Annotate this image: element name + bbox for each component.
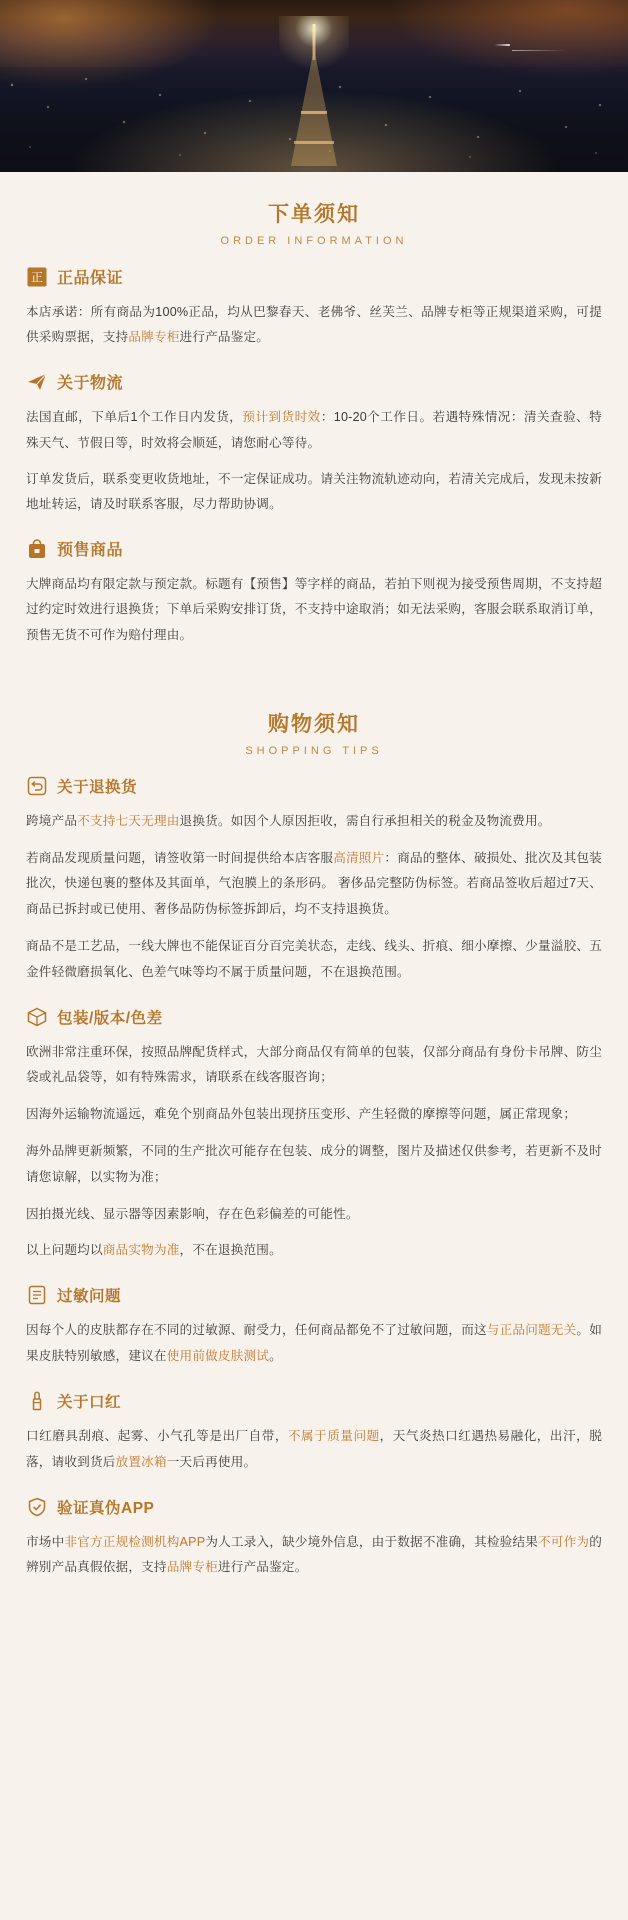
- block-heading: 关于物流: [57, 375, 124, 393]
- section-title-en: ORDER INFORMATION: [220, 235, 408, 247]
- section-title-cn: 购物须知: [268, 712, 360, 736]
- block-heading-row: [26, 1284, 602, 1306]
- block-heading: 验证真伪APP: [57, 1499, 155, 1517]
- block-heading-row: [26, 537, 602, 560]
- block-presale: [26, 537, 602, 648]
- tower-base-deck: [294, 141, 334, 144]
- airplane-icon: [494, 44, 510, 46]
- block-heading: 包装/版本/色差: [57, 1009, 163, 1027]
- tower-spire: [313, 24, 316, 60]
- block-returns: [26, 775, 602, 986]
- order-information-body: [0, 265, 628, 682]
- paragraph: 法国直邮，下单后1个工作日内发货，预计到货时效：10-20个工作日。若遇特殊情况：清关查验、特殊天气、节假日等，时效将会顺延，请您耐心等待。: [26, 410, 603, 450]
- eiffel-tower-icon: [279, 16, 349, 166]
- block-verify-app: [26, 1496, 602, 1582]
- paragraph: 因海外运输物流遥远，难免个别商品外包装出现挤压变形、产生轻微的摩擦等问题，属正常现象；: [26, 1107, 577, 1122]
- return-box-icon: [26, 775, 48, 797]
- block-heading: 预售商品: [57, 542, 124, 560]
- block-heading-row: [26, 1496, 602, 1518]
- block-allergy: [26, 1284, 602, 1370]
- document-list-icon: [26, 1284, 48, 1306]
- paragraph: 商品不是工艺品，一线大牌也不能保证百分百完美状态，走线、线头、折痕、细小摩擦、少量溢胶、五金件轻微磨损氧化、色差气味等均不属于质量问题，不在退换范围。: [26, 938, 602, 979]
- block-heading-row: [26, 775, 602, 797]
- svg-text:正: 正: [30, 270, 44, 284]
- paragraph: 市场中非官方正规检测机构APP为人工录入，缺少境外信息，由于数据不准确，其检验结果不可作为的辨别产品真假依据，支持品牌专柜进行产品鉴定。: [26, 1534, 602, 1575]
- shield-check-icon: [26, 1496, 48, 1518]
- authenticity-badge-icon: [26, 266, 48, 288]
- block-heading-row: [26, 265, 602, 288]
- light-streak: [512, 50, 566, 51]
- section-title-order-information: [0, 172, 628, 259]
- paragraph: 因每个人的皮肤都存在不同的过敏源、耐受力，任何商品都免不了过敏问题，而这与正品问题无关。如果皮肤特别敏感，建议在使用前做皮肤测试。: [26, 1323, 603, 1364]
- paragraph: 跨境产品不支持七天无理由退换货。如因个人原因拒收，需自行承担相关的税金及物流费用。: [26, 813, 551, 828]
- tower-body: [291, 48, 337, 166]
- paragraph: 口红磨具刮痕、起雾、小气孔等是出厂自带，不属于质量问题，天气炎热口红遇热易融化，出汗，脱落，请收到货后放置冰箱一天后再使用。: [26, 1428, 602, 1469]
- block-packaging: [26, 1006, 602, 1265]
- block-authenticity: [26, 265, 602, 350]
- section-title-en: SHOPPING TIPS: [245, 744, 383, 757]
- shopping-bag-icon: [26, 538, 48, 560]
- block-heading: 过敏问题: [57, 1288, 122, 1306]
- block-heading: 关于口红: [57, 1393, 122, 1411]
- tower-mid-deck: [301, 111, 327, 114]
- block-heading: 关于退换货: [57, 778, 138, 796]
- paragraph: 大牌商品均有限定款与预定款。标题有【预售】等字样的商品，若拍下则视为接受预售周期，不支持超过约定时效进行退换货；下单后采购安排订货，不支持中途取消；如无法采购，客服会联系取消订单，预售无货不可作为赔付理由。: [26, 577, 602, 642]
- paragraph: 欧洲非常注重环保，按照品牌配货样式，大部分商品仅有简单的包装，仅部分商品有身份卡吊牌、防尘袋或礼品袋等，如有特殊需求，请联系在线客服咨询；: [26, 1044, 602, 1085]
- paragraph: 以上问题均以商品实物为准，不在退换范围。: [26, 1243, 282, 1258]
- block-logistics: [26, 370, 602, 517]
- hero-banner: [0, 0, 628, 172]
- shopping-tips-body: [0, 775, 628, 1615]
- section-title-shopping-tips: [0, 682, 628, 769]
- paragraph: 本店承诺：所有商品为100%正品，均从巴黎春天、老佛爷、丝芙兰、品牌专柜等正规渠道采购，可提供采购票据，支持品牌专柜进行产品鉴定。: [26, 305, 602, 345]
- block-heading-row: [26, 1006, 602, 1028]
- package-box-icon: [26, 1006, 48, 1028]
- paragraph: 若商品发现质量问题，请签收第一时间提供给本店客服高清照片：商品的整体、破损处、批次及其包装批次，快递包裹的整体及其面单，气泡膜上的条形码。 奢侈品完整防伪标签。若商品签收后超过7天、商品已拆封或已使用、奢侈品防伪标签拆卸后，均不支持退换货。: [26, 850, 602, 917]
- section-title-cn: 下单须知: [268, 203, 360, 226]
- lipstick-icon: [26, 1390, 48, 1412]
- paper-plane-icon: [26, 371, 48, 393]
- paragraph: 订单发货后，联系变更收货地址，不一定保证成功。请关注物流轨迹动向，若清关完成后，发现未按新地址转运，请及时联系客服，尽力帮助协调。: [26, 471, 602, 511]
- block-lipstick: [26, 1390, 602, 1476]
- paragraph: 海外品牌更新频繁，不同的生产批次可能存在包装、成分的调整，图片及描述仅供参考，若更新不及时请您谅解，以实物为准；: [26, 1144, 602, 1184]
- block-heading-row: [26, 370, 602, 393]
- block-heading-row: [26, 1390, 602, 1412]
- block-heading: 正品保证: [57, 270, 124, 287]
- paragraph: 因拍摄光线、显示器等因素影响，存在色彩偏差的可能性。: [26, 1206, 359, 1221]
